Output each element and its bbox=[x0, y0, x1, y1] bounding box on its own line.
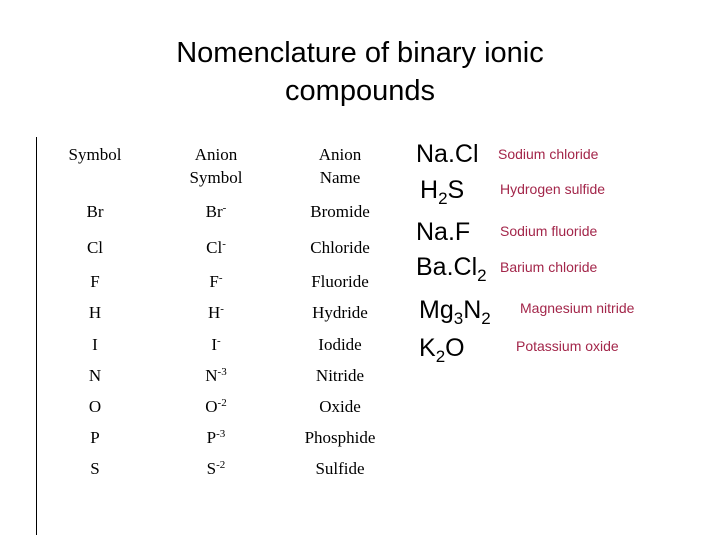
anion-charge: -3 bbox=[217, 366, 227, 378]
table-cell-symbol: S bbox=[90, 459, 100, 478]
anion-charge: -2 bbox=[216, 459, 226, 471]
formula-subscript: 3 bbox=[453, 309, 464, 328]
compound-name: Sodium fluoride bbox=[500, 223, 598, 239]
table-cell-anion-name: Nitride bbox=[315, 366, 365, 385]
header-anion-name-line-2: Name bbox=[319, 168, 361, 187]
table-cell-anion-name: Fluoride bbox=[311, 272, 369, 291]
anion-symbol-base: Cl bbox=[206, 238, 223, 257]
formula-text: H bbox=[420, 176, 439, 204]
table-cell-symbol: Br bbox=[86, 202, 104, 221]
compound-name: Potassium oxide bbox=[516, 338, 619, 354]
table-cell-anion-name: Oxide bbox=[319, 397, 361, 416]
anion-symbol-base: F bbox=[209, 272, 219, 291]
table-cell-symbol: N bbox=[88, 366, 102, 385]
compound-name: Barium chloride bbox=[500, 259, 598, 275]
compound-formula bbox=[420, 175, 464, 208]
table-cell-anion-symbol bbox=[153, 270, 279, 293]
table-cell-anion-name: Phosphide bbox=[304, 428, 376, 447]
anion-charge: - bbox=[217, 335, 221, 347]
header-anion-symbol-line-2: Symbol bbox=[189, 168, 243, 187]
table-cell-anion-symbol bbox=[153, 200, 279, 223]
compound-formula bbox=[416, 252, 487, 285]
anion-symbol-base: P bbox=[206, 428, 217, 447]
anion-symbol-base: I bbox=[211, 335, 217, 354]
page-title bbox=[60, 34, 660, 110]
anion-charge: -2 bbox=[217, 397, 227, 409]
compound-formula bbox=[419, 333, 465, 366]
table-cell-symbol: P bbox=[90, 428, 100, 447]
title-line-1: Nomenclature of binary ionic bbox=[176, 37, 544, 69]
compound-name: Magnesium nitride bbox=[520, 300, 635, 316]
table-cell-anion-symbol bbox=[153, 236, 279, 259]
anion-charge: - bbox=[222, 202, 227, 214]
header-anion-name-line-1: Anion bbox=[318, 145, 362, 164]
anion-table bbox=[36, 137, 401, 535]
table-cell-anion-name: Iodide bbox=[318, 335, 362, 354]
formula-text: K bbox=[419, 334, 436, 362]
table-cell-anion-name: Sulfide bbox=[315, 459, 365, 478]
anion-symbol-base: Br bbox=[205, 202, 223, 221]
compound-formula bbox=[416, 139, 479, 169]
formula-subscript: 2 bbox=[477, 266, 487, 285]
formula-text: N bbox=[463, 296, 482, 324]
anion-symbol-base: O bbox=[205, 397, 218, 416]
compound-name: Hydrogen sulfide bbox=[500, 181, 606, 197]
table-cell-anion-symbol bbox=[153, 426, 279, 449]
formula-text: O bbox=[445, 334, 465, 362]
table-cell-symbol: I bbox=[92, 335, 98, 354]
anion-symbol-base: N bbox=[205, 366, 218, 385]
formula-text: Na.F bbox=[416, 218, 471, 246]
table-cell-symbol: H bbox=[88, 303, 102, 322]
anion-charge: - bbox=[222, 238, 226, 250]
title-line-2: compounds bbox=[285, 75, 435, 107]
table-cell-anion-symbol bbox=[153, 301, 279, 324]
compound-formula bbox=[419, 295, 491, 328]
anion-symbol-base: S bbox=[206, 459, 217, 478]
header-anion-name bbox=[279, 143, 401, 189]
formula-subscript: 2 bbox=[438, 189, 448, 208]
anion-charge: - bbox=[220, 303, 224, 315]
formula-text: Na.Cl bbox=[416, 140, 479, 168]
table-cell-symbol: Cl bbox=[86, 238, 104, 257]
formula-text: Mg bbox=[419, 296, 454, 324]
table-cell-anion-name: Bromide bbox=[310, 202, 370, 221]
anion-charge: - bbox=[218, 272, 223, 284]
table-cell-anion-name: Chloride bbox=[310, 238, 370, 257]
table-cell-anion-name: Hydride bbox=[312, 303, 368, 322]
table-cell-symbol: F bbox=[90, 272, 100, 291]
compound-formula bbox=[416, 217, 470, 247]
anion-charge: -3 bbox=[216, 428, 226, 440]
table-cell-anion-symbol bbox=[153, 333, 279, 356]
formula-subscript: 2 bbox=[435, 347, 446, 366]
formula-subscript: 2 bbox=[481, 309, 491, 328]
header-symbol: Symbol bbox=[68, 145, 122, 164]
header-anion-symbol bbox=[153, 143, 279, 189]
table-cell-anion-symbol bbox=[153, 364, 279, 387]
anion-symbol-base: H bbox=[208, 303, 221, 322]
table-cell-anion-symbol bbox=[153, 457, 279, 480]
formula-text: S bbox=[447, 176, 465, 204]
table-cell-anion-symbol bbox=[153, 395, 279, 418]
header-anion-symbol-line-1: Anion bbox=[194, 145, 238, 164]
formula-text: Ba.Cl bbox=[416, 253, 478, 281]
table-cell-symbol: O bbox=[88, 397, 102, 416]
compound-name: Sodium chloride bbox=[498, 146, 599, 162]
